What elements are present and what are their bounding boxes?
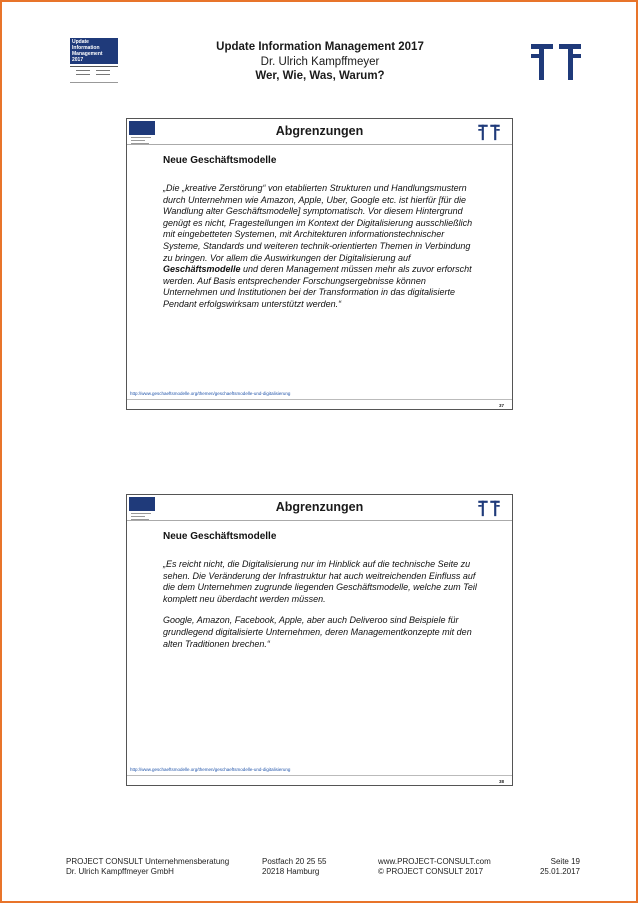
slide-paragraph: „Die „kreative Zerstörung“ von etablierten Strukturen und Handlungsmustern durch Unternehmen wie Amazon, Apple, Uber, Google etc. ist hierfür [für die Wandlung alter Geschäftsmodelle] symptomatisch. Vor diesem Hintergrund genügt es nicht, Fragestellungen im Kontext der Digitalisierung ausschließlich mit eingebetteten Systemen, mit Architekturen informationstechnischer Systeme, Standards und weiteren technik-orientierten Themen in Verbindung zu bringen. Vor allem die Auswirkungen der Digitalisierung auf Geschäftsmodelle und deren Management müssen mehr als zuvor erforscht werden. Auf Basis entsprechender Forschungsergebnisse können Unternehmen und Institutionen bei der Transformation in das digitalisierte Pendant erfolgswirksam unterstützt werden.“ xyxy=(163,183,473,309)
slide-body xyxy=(163,559,481,660)
source-link[interactable]: http://www.geschaeftsmodelle.org/themen/geschaeftsmodelle-und-digitalisierung xyxy=(130,767,291,772)
slide-logo-icon xyxy=(478,123,500,141)
footer-company: PROJECT CONSULT Unternehmensberatung Dr. Ulrich Kampffmeyer GmbH xyxy=(66,857,230,876)
slide-title: Abgrenzungen xyxy=(275,124,364,138)
footer-address: Postfach 20 25 55 20218 Hamburg xyxy=(262,857,327,876)
slide-page-number: 37 xyxy=(498,403,504,408)
slide-body xyxy=(163,183,481,321)
slide-subtitle: Neue Geschäftsmodelle xyxy=(163,155,277,166)
slide-title: Abgrenzungen xyxy=(275,500,364,514)
slide-paragraph: „Es reicht nicht, die Digitalisierung nur im Hinblick auf die technische Seite zu sehen. Die Veränderung der Infrastruktur hat auch weitreichenden Einfluss auf die dem Unternehmen zugrunde liegenden Geschäftsmodelle, welche zum Teil komplett neu überdacht werden müssen. xyxy=(163,559,477,604)
header-title: Update Information Management 2017 xyxy=(216,41,424,53)
slide-paragraph: Google, Amazon, Facebook, Apple, aber auch Deliveroo sind Beispiele für grundlegend digitalisierte Unternehmen, deren Managementkonzepte mit den alten Traditionen brechen.“ xyxy=(163,615,472,649)
header-author: Dr. Ulrich Kampffmeyer xyxy=(260,56,380,68)
footer-web: www.PROJECT-CONSULT.com © PROJECT CONSULT 2017 xyxy=(378,857,491,876)
slide-page-number: 38 xyxy=(498,779,504,784)
project-consult-logo-icon xyxy=(531,40,581,82)
slide-37 xyxy=(126,118,513,410)
footer-page: Seite 19 25.01.2017 xyxy=(539,857,580,876)
slide-footer xyxy=(127,775,512,786)
source-link[interactable]: http://www.geschaeftsmodelle.org/themen/geschaeftsmodelle-und-digitalisierung xyxy=(130,391,291,396)
slide-38 xyxy=(126,494,513,786)
event-logo xyxy=(70,38,118,86)
event-logo-block: Update Information Management 2017 xyxy=(70,38,118,64)
slide-footer xyxy=(127,399,512,410)
slide-subtitle: Neue Geschäftsmodelle xyxy=(163,531,277,542)
header-subtitle: Wer, Wie, Was, Warum? xyxy=(255,70,385,82)
slide-logo-icon xyxy=(478,499,500,517)
